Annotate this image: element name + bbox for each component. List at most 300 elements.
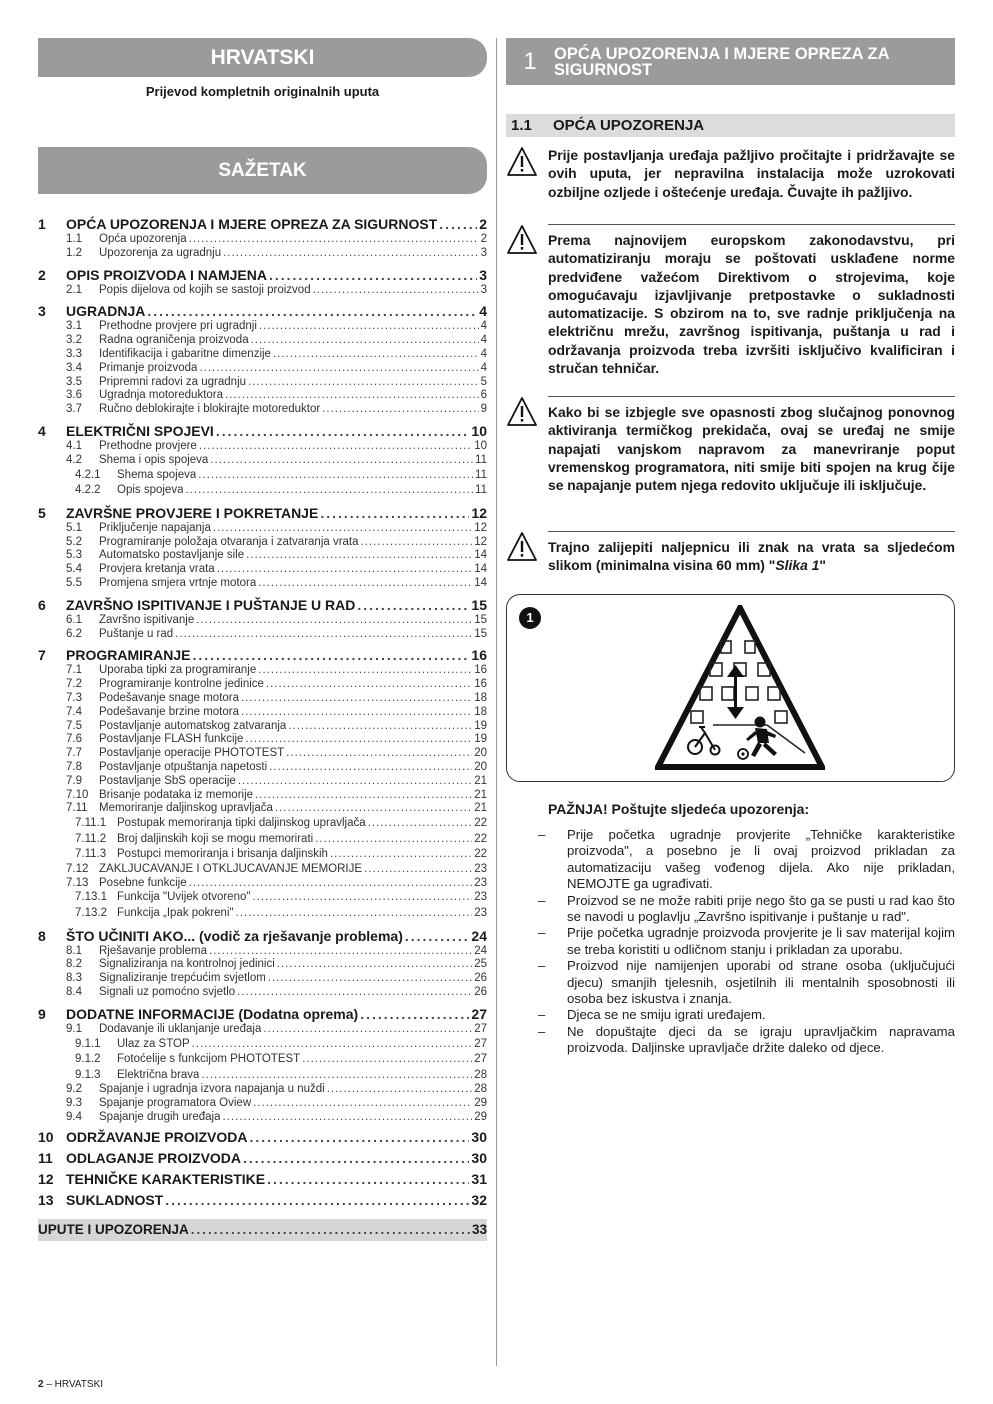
toc-leader-dots <box>191 1219 470 1241</box>
toc-section-entry[interactable] <box>38 647 487 664</box>
toc-subsection-number: 4.2.1 <box>75 468 101 481</box>
toc-subsection-title: Podešavanje snage motora <box>99 691 240 704</box>
toc-subsection-entry[interactable] <box>38 890 487 906</box>
toc-page-number: 33 <box>471 1221 487 1237</box>
toc-page-number: 3 <box>480 246 487 259</box>
toc-subsection-title: Popis dijelova od kojih se sastoji proizvod <box>99 283 311 296</box>
toc-page-number: 21 <box>474 802 487 815</box>
toc-subsection-entry[interactable] <box>38 945 487 959</box>
toc-page-number: 11 <box>475 484 487 497</box>
table-of-contents <box>38 216 487 1241</box>
toc-subsection-entry[interactable] <box>38 775 487 789</box>
toc-page-number: 22 <box>474 817 487 830</box>
toc-leader-dots <box>268 972 472 986</box>
toc-subsection-number: 7.13.2 <box>75 907 107 920</box>
toc-subsection-title: Programiranje kontrolne jedinice <box>99 678 264 691</box>
child-illustration <box>746 717 777 758</box>
toc-subsection-number: 8.4 <box>66 986 82 999</box>
page-footer <box>38 1379 103 1390</box>
toc-leader-dots <box>210 454 473 468</box>
toc-page-number: 15 <box>474 627 487 640</box>
toc-subsection-title: Rješavanje problema <box>99 944 208 957</box>
toc-subsection-entry[interactable] <box>38 468 487 484</box>
toc-subsection-number: 9.1.2 <box>75 1053 101 1066</box>
toc-subsection-entry[interactable] <box>38 863 487 877</box>
toc-subsection-title: Dodavanje ili uklanjanje uređaja <box>99 1022 262 1035</box>
toc-leader-dots <box>267 1171 469 1188</box>
toc-page-number: 23 <box>474 907 487 920</box>
toc-subsection-entry[interactable] <box>38 761 487 775</box>
toc-section-title: ODRŽAVANJE PROIZVODA <box>66 1128 248 1145</box>
toc-leader-dots <box>357 597 469 614</box>
toc-section-title: ŠTO UČINITI AKO... (vodič za rješavanje problema) <box>66 927 403 944</box>
toc-subsection-number: 8.2 <box>66 958 82 971</box>
toc-subsection-entry[interactable] <box>38 284 487 298</box>
toc-page-number: 27 <box>471 1005 487 1022</box>
toc-page-number: 4 <box>480 334 487 347</box>
attention-list-item: – Proizvod nije namijenjen uporabi od strane osoba (uključujući djecu) smanjih tjelesnih, osjetilnih ili mentalnih sposobnosti ili osoba bez iskustva i znanja. <box>538 958 955 1007</box>
subtitle: Prijevod kompletnih originalnih uputa <box>145 84 380 99</box>
toc-subsection-number: 2.1 <box>66 283 82 296</box>
toc-subsection-title: Priključenje napajanja <box>99 521 211 534</box>
toc-subsection-title: Funkcija "Uvijek otvoreno" <box>117 891 251 904</box>
toc-page-number: 30 <box>471 1128 487 1145</box>
toc-leader-dots <box>209 945 472 959</box>
figure-number-badge: 1 <box>519 607 541 629</box>
toc-leader-dots <box>198 468 473 484</box>
toc-subsection-entry[interactable] <box>38 440 487 454</box>
toc-final-title: UPUTE I UPOZORENJA <box>38 1221 189 1237</box>
toc-subsection-title: Postavljanje otpuštanja napetosti <box>99 760 268 773</box>
toc-page-number: 27 <box>474 1037 487 1050</box>
toc-subsection-title: Automatsko postavljanje sile <box>99 549 245 562</box>
warning-triangle-icon <box>506 396 548 494</box>
toc-subsection-entry[interactable] <box>38 720 487 734</box>
toc-leader-dots <box>147 303 477 320</box>
toc-leader-dots <box>277 958 472 972</box>
toc-page-number: 28 <box>474 1083 487 1096</box>
toc-page-number: 16 <box>474 678 487 691</box>
toc-page-number: 3 <box>480 283 487 296</box>
toc-subsection-number: 7.9 <box>66 774 82 787</box>
toc-leader-dots <box>327 1083 473 1097</box>
toc-subsection-title: Postupak memoriranja tipki daljinskog upravljača <box>117 817 366 830</box>
toc-page-number: 21 <box>474 788 487 801</box>
toc-subsection-title: Ulaz za STOP <box>117 1037 190 1050</box>
toc-subsection-title: Upozorenja za ugradnju <box>99 246 222 259</box>
toc-leader-dots <box>238 775 472 789</box>
toc-leader-dots <box>243 1150 469 1167</box>
toc-subsection-number: 7.11.1 <box>75 817 107 830</box>
toc-section-number: 10 <box>38 1128 54 1145</box>
toc-page-number: 10 <box>471 422 487 439</box>
toc-page-number: 18 <box>474 705 487 718</box>
toc-leader-dots <box>405 928 470 945</box>
toc-subsection-title: Signaliziranja na kontrolnoj jedinici <box>99 958 275 971</box>
toc-section-title: TEHNIČKE KARAKTERISTIKE <box>66 1170 266 1187</box>
toc-subsection-entry[interactable] <box>38 747 487 761</box>
toc-section-title: ODLAGANJE PROIZVODA <box>66 1149 242 1166</box>
toc-subsection-title: Prethodne provjere <box>99 439 197 452</box>
toc-subsection-entry[interactable] <box>38 522 487 536</box>
toc-leader-dots <box>364 863 472 877</box>
warning-text-4 <box>548 531 955 575</box>
toc-subsection-number: 3.2 <box>66 334 82 347</box>
toc-page-number: 12 <box>474 521 487 534</box>
toc-subsection-title: Spajanje programatora Oview <box>99 1097 252 1110</box>
toc-subsection-number: 1.1 <box>66 233 82 245</box>
toc-page-number: 22 <box>474 848 487 861</box>
toc-subsection-number: 9.1.3 <box>75 1068 101 1081</box>
toc-subsection-number: 4.2 <box>66 453 82 466</box>
summary-banner: SAŽETAK <box>38 147 487 194</box>
toc-page-number: 23 <box>474 862 487 875</box>
toc-page-number: 5 <box>480 375 487 388</box>
toc-subsection-number: 7.4 <box>66 705 82 718</box>
toc-subsection-entry[interactable] <box>38 1023 487 1037</box>
toc-page-number: 15 <box>471 596 487 613</box>
toc-subsection-title: Uporaba tipki za programiranje <box>99 664 257 677</box>
toc-subsection-entry[interactable] <box>38 348 487 362</box>
toc-section-number: 5 <box>38 504 46 521</box>
toc-leader-dots <box>223 247 478 261</box>
toc-section-entry[interactable] <box>38 267 487 284</box>
toc-leader-dots <box>225 389 479 403</box>
toc-subsection-title: Promjena smjera vrtnje motora <box>99 576 257 589</box>
toc-subsection-entry[interactable] <box>38 733 487 747</box>
toc-section-title: ZAVRŠNO ISPITIVANJE I PUŠTANJE U RAD <box>66 596 356 613</box>
toc-leader-dots <box>199 362 478 376</box>
toc-subsection-title: Podešavanje brzine motora <box>99 705 239 718</box>
toc-leader-dots <box>255 789 472 803</box>
warning-4-end: " <box>819 557 826 574</box>
toc-section-entry[interactable] <box>38 928 487 945</box>
warning-text-1: Prije postavljanja uređaja pažljivo pročitajte i pridržavajte se ovih uputa, jer nepravilna instalacija može uzrokovati ozbiljne ozljede i oštećenje uređaja. Čuvajte ih pažljivo. <box>548 147 955 200</box>
toc-section-number: 13 <box>38 1191 54 1208</box>
warning-text-2: Prema najnovijem europskom zakonodavstvu, pri automatiziranju moraju se poštovati usklađene norme predviđene važećom Direktivom o strojevima, koje omogućavaju izjavljivanje pretpostavke o sukladnosti automatizacije. S obzirom na to, sve radnje priključenja na električnu mrežu, završnog ispitivanja, puštanja u rad i održavanja proizvoda treba izvršiti isključivo kvalificiran i stručan tehničar. <box>548 224 955 377</box>
toc-subsection-title: Opis spojeva <box>117 484 184 497</box>
toc-subsection-number: 9.3 <box>66 1097 82 1110</box>
footer-label: – HRVATSKI <box>43 1379 104 1390</box>
toc-leader-dots <box>189 233 479 247</box>
toc-page-number: 20 <box>474 760 487 773</box>
toc-leader-dots <box>165 1192 469 1209</box>
toc-page-number: 12 <box>471 504 487 521</box>
toc-subsection-number: 8.3 <box>66 972 82 985</box>
toc-subsection-title: Signaliziranje trepćućim svjetlom <box>99 972 266 985</box>
toc-leader-dots <box>201 1068 472 1084</box>
toc-subsection-number: 3.4 <box>66 361 82 374</box>
toc-subsection-title: Pripremni radovi za ugradnju <box>99 375 247 388</box>
toc-page-number: 32 <box>471 1191 487 1208</box>
toc-page-number: 3 <box>479 266 487 283</box>
toc-subsection-number: 7.3 <box>66 691 82 704</box>
toc-leader-dots <box>322 403 478 417</box>
toc-subsection-entry[interactable] <box>38 577 487 591</box>
toc-subsection-title: Provjera kretanja vrata <box>99 563 215 576</box>
toc-leader-dots <box>253 1097 472 1111</box>
toc-subsection-number: 7.10 <box>66 788 89 801</box>
section-title-line-1: OPĆA UPOZORENJA I MJERE OPREZA ZA <box>554 44 890 63</box>
toc-leader-dots <box>199 440 472 454</box>
toc-section-entry[interactable] <box>38 1192 487 1209</box>
warning-text-3: Kako bi se izbjegle sve opasnosti zbog slučajnog ponovnog aktiviranja termičkog prekidača, ovaj se uređaj ne smije napajati vanjskom napravom za manevriranje poput vremenskog programatora, niti smije biti spojen na krug čije se napajanje putem njega redovito uključuje ili isključuje. <box>548 396 955 494</box>
toc-page-number: 14 <box>474 549 487 562</box>
toc-leader-dots <box>248 376 479 390</box>
toc-subsection-title: ZAKLJUČAVANJE I OTKLJUČAVANJE MEMORIJE <box>99 862 363 875</box>
toc-leader-dots <box>196 614 472 628</box>
toc-subsection-title: Posebne funkcije <box>99 876 187 889</box>
toc-subsection-entry[interactable] <box>38 549 487 563</box>
toc-subsection-entry[interactable] <box>38 376 487 390</box>
toc-section-entry[interactable] <box>38 1006 487 1023</box>
warning-4-text: Trajno zalijepiti naljepnicu ili znak na vrata sa sljedećom slikom (minimalna visina 60 mm) " <box>548 539 955 574</box>
toc-subsection-title: Završno ispitivanje <box>99 613 195 626</box>
toc-subsection-title: Opća upozorenja <box>99 233 187 245</box>
toc-subsection-number: 9.1 <box>66 1022 82 1035</box>
warning-block-4 <box>506 531 955 575</box>
toc-section-entry[interactable] <box>38 303 487 320</box>
toc-subsection-number: 3.6 <box>66 389 82 402</box>
toc-leader-dots <box>286 747 472 761</box>
toc-subsection-entry[interactable] <box>38 877 487 891</box>
toc-section-number: 6 <box>38 596 46 613</box>
warning-sign-illustration <box>655 605 825 771</box>
toc-subsection-title: Primanje proizvoda <box>99 361 198 374</box>
toc-leader-dots <box>258 664 472 678</box>
toc-section-entry[interactable] <box>38 1171 487 1188</box>
toc-leader-dots <box>439 216 477 233</box>
toc-section-title: UGRADNJA <box>66 303 146 320</box>
toc-subsection-number: 7.2 <box>66 678 82 691</box>
toc-section-entry[interactable] <box>38 216 487 233</box>
toc-leader-dots <box>175 628 472 642</box>
toc-page-number: 26 <box>474 986 487 999</box>
toc-leader-dots <box>189 877 473 891</box>
toc-subsection-entry[interactable] <box>38 389 487 403</box>
toc-subsection-number: 7.5 <box>66 719 82 732</box>
toc-subsection-number: 5.1 <box>66 521 82 534</box>
toc-subsection-entry[interactable] <box>38 816 487 832</box>
toc-subsection-entry[interactable] <box>38 906 487 922</box>
toc-section-entry[interactable] <box>38 1129 487 1146</box>
toc-subsection-number: 3.1 <box>66 320 82 333</box>
toc-subsection-number: 6.2 <box>66 627 82 640</box>
toc-subsection-title: Postavljanje operacije PHOTOTEST <box>99 747 285 760</box>
toc-section-number: 9 <box>38 1005 46 1022</box>
toc-subsection-entry[interactable] <box>38 1097 487 1111</box>
toc-subsection-entry[interactable] <box>38 678 487 692</box>
toc-subsection-title: Funkcija „Ipak pokreni" <box>117 907 234 920</box>
toc-section-entry[interactable] <box>38 1150 487 1167</box>
toc-subsection-entry[interactable] <box>38 972 487 986</box>
toc-page-number: 2 <box>480 233 487 245</box>
toc-page-number: 27 <box>474 1053 487 1066</box>
section-title <box>554 46 890 78</box>
toc-subsection-entry[interactable] <box>38 536 487 550</box>
toc-subsection-entry[interactable] <box>38 1068 487 1084</box>
footer-page-number: 2 <box>38 1379 44 1390</box>
toc-subsection-title: Postavljanje SbS operacije <box>99 774 236 787</box>
toc-section-number: 11 <box>38 1149 53 1166</box>
subsection-number: 1.1 <box>511 117 532 134</box>
attention-list <box>538 827 955 1057</box>
toc-page-number: 9 <box>480 403 487 416</box>
toc-subsection-entry[interactable] <box>38 664 487 678</box>
toc-page-number: 19 <box>474 733 487 746</box>
toc-subsection-title: Fotoćelije s funkcijom PHOTOTEST <box>117 1053 301 1066</box>
toc-page-number: 15 <box>474 613 487 626</box>
toc-leader-dots <box>315 832 472 848</box>
toc-page-number: 23 <box>474 876 487 889</box>
toc-leader-dots <box>217 563 473 577</box>
toc-page-number: 29 <box>474 1111 487 1124</box>
toc-page-number: 4 <box>479 303 487 320</box>
toc-section-entry[interactable] <box>38 597 487 614</box>
toc-subsection-entry[interactable] <box>38 1037 487 1053</box>
toc-leader-dots <box>302 1052 472 1068</box>
toc-leader-dots <box>241 706 472 720</box>
toc-leader-dots <box>259 320 479 334</box>
toc-subsection-entry[interactable] <box>38 403 487 417</box>
toc-section-entry[interactable] <box>38 505 487 522</box>
toc-subsection-title: Memoriranje daljinskog upravljača <box>99 802 273 815</box>
toc-subsection-entry[interactable] <box>38 614 487 628</box>
toc-subsection-entry[interactable] <box>38 320 487 334</box>
toc-leader-dots <box>360 1006 469 1023</box>
toc-leader-dots <box>258 577 472 591</box>
toc-subsection-entry[interactable] <box>38 692 487 706</box>
attention-list-item: – Prije početka ugradnje provjerite „Tehničke karakteristike proizvoda", a posebno je li ovaj proizvod prikladan za automatizaciju vašeg vođenog dijela. Ako nije prikladan, NEMOJTE ga ugrađivati. <box>538 827 955 893</box>
left-column <box>38 38 487 1237</box>
toc-leader-dots <box>245 733 472 747</box>
toc-subsection-number: 8.1 <box>66 944 82 957</box>
attention-title: PAŽNJA! Poštujte sljedeća upozorenja: <box>548 801 810 817</box>
toc-leader-dots <box>320 505 469 522</box>
toc-page-number: 14 <box>474 576 487 589</box>
toc-subsection-entry[interactable] <box>38 483 487 499</box>
toc-page-number: 24 <box>474 944 487 957</box>
toc-subsection-entry[interactable] <box>38 628 487 642</box>
section-banner <box>506 38 955 85</box>
toc-leader-dots <box>192 647 469 664</box>
toc-section-title: SUKLADNOST <box>66 1191 164 1208</box>
toc-subsection-number: 5.2 <box>66 535 82 548</box>
toc-subsection-entry[interactable] <box>38 706 487 720</box>
toc-subsection-entry[interactable] <box>38 832 487 848</box>
toc-subsection-entry[interactable] <box>38 986 487 1000</box>
toc-section-number: 3 <box>38 303 46 320</box>
warning-triangle-icon <box>506 146 548 201</box>
toc-page-number: 21 <box>474 774 487 787</box>
toc-page-number: 25 <box>474 958 487 971</box>
attention-list-item: – Ne dopuštajte djeci da se igraju upravljačkim napravama proizvoda. Daljinske upravljače držite daleko od djece. <box>538 1024 955 1057</box>
toc-subsection-number: 5.5 <box>66 576 82 589</box>
toc-subsection-number: 7.1 <box>66 664 82 677</box>
toc-page-number: 18 <box>474 691 487 704</box>
figure-reference: Slika 1 <box>775 557 820 574</box>
toc-subsection-number: 3.3 <box>66 347 82 360</box>
right-column <box>506 38 955 1056</box>
toc-subsection-entry[interactable] <box>38 334 487 348</box>
toc-page-number: 12 <box>474 535 487 548</box>
toc-page-number: 16 <box>471 647 487 664</box>
section-title-line-2: SIGURNOST <box>554 60 653 79</box>
toc-subsection-entry[interactable] <box>38 362 487 376</box>
warning-triangle-icon <box>506 224 548 377</box>
subsection-heading <box>506 114 955 137</box>
toc-subsection-entry[interactable] <box>38 802 487 816</box>
toc-subsection-entry[interactable] <box>38 789 487 803</box>
subsection-title: OPĆA UPOZORENJA <box>553 117 705 134</box>
toc-leader-dots <box>269 267 477 284</box>
toc-subsection-number: 7.11.2 <box>75 832 107 845</box>
toc-subsection-number: 7.12 <box>66 862 89 875</box>
toc-subsection-number: 7.7 <box>66 747 82 760</box>
toc-subsection-title: Radna ograničenja proizvoda <box>99 334 249 347</box>
toc-section-number: 2 <box>38 266 46 283</box>
toc-section-entry[interactable] <box>38 423 487 440</box>
toc-page-number: 10 <box>474 439 487 452</box>
warning-block-1 <box>506 146 955 201</box>
toc-leader-dots <box>241 692 472 706</box>
toc-subsection-entry[interactable] <box>38 847 487 863</box>
toc-subsection-title: Programiranje položaja otvaranja i zatvaranja vrata <box>99 535 359 548</box>
toc-final-entry[interactable] <box>38 1219 487 1241</box>
toc-leader-dots <box>192 1037 473 1053</box>
toc-section-title: OPIS PROIZVODA I NAMJENA <box>66 266 267 283</box>
toc-subsection-entry[interactable] <box>38 1111 487 1125</box>
toc-page-number: 29 <box>474 1097 487 1110</box>
toc-leader-dots <box>213 522 472 536</box>
section-number: 1 <box>523 47 537 75</box>
toc-leader-dots <box>236 906 473 922</box>
language-banner: HRVATSKI <box>38 38 487 77</box>
toc-subsection-entry[interactable] <box>38 247 487 261</box>
toc-section-title: PROGRAMIRANJE <box>66 647 191 664</box>
toc-subsection-title: Postupci memoriranja i brisanja daljinskih <box>117 848 328 861</box>
toc-subsection-title: Broj daljinskih koji se mogu memorirati <box>117 832 314 845</box>
toc-subsection-entry[interactable] <box>38 958 487 972</box>
toc-section-title: OPĆA UPOZORENJA I MJERE OPREZA ZA SIGURNOST <box>66 216 438 232</box>
toc-subsection-title: Puštanje u rad <box>99 627 174 640</box>
toc-subsection-number: 7.6 <box>66 733 82 746</box>
toc-page-number: 6 <box>480 389 487 402</box>
toc-subsection-entry[interactable] <box>38 1052 487 1068</box>
toc-subsection-entry[interactable] <box>38 233 487 247</box>
toc-page-number: 30 <box>471 1149 487 1166</box>
toc-subsection-number: 5.3 <box>66 549 82 562</box>
toc-subsection-title: Shema i opis spojeva <box>99 453 209 466</box>
toc-subsection-number: 3.7 <box>66 403 82 416</box>
toc-section-title: DODATNE INFORMACIJE (Dodatna oprema) <box>66 1005 359 1022</box>
figure-1-box <box>506 594 955 782</box>
toc-subsection-entry[interactable] <box>38 563 487 577</box>
toc-subsection-title: Signali uz pomoćno svjetlo <box>99 986 236 999</box>
toc-subsection-number: 9.1.1 <box>75 1037 101 1050</box>
attention-list-item: – Proizvod se ne može rabiti prije nego što ga se pusti u rad kao što se navodi u poglavlju „Završno ispitivanje i puštanje u rad". <box>538 893 955 926</box>
toc-leader-dots <box>251 334 479 348</box>
toc-section-number: 1 <box>38 216 46 232</box>
toc-leader-dots <box>361 536 473 550</box>
toc-page-number: 28 <box>474 1068 487 1081</box>
toc-subsection-number: 7.13 <box>66 876 89 889</box>
toc-page-number: 4 <box>480 320 487 333</box>
toc-subsection-entry[interactable] <box>38 454 487 468</box>
toc-leader-dots <box>330 847 472 863</box>
toc-subsection-entry[interactable] <box>38 1083 487 1097</box>
toc-leader-dots <box>185 483 473 499</box>
